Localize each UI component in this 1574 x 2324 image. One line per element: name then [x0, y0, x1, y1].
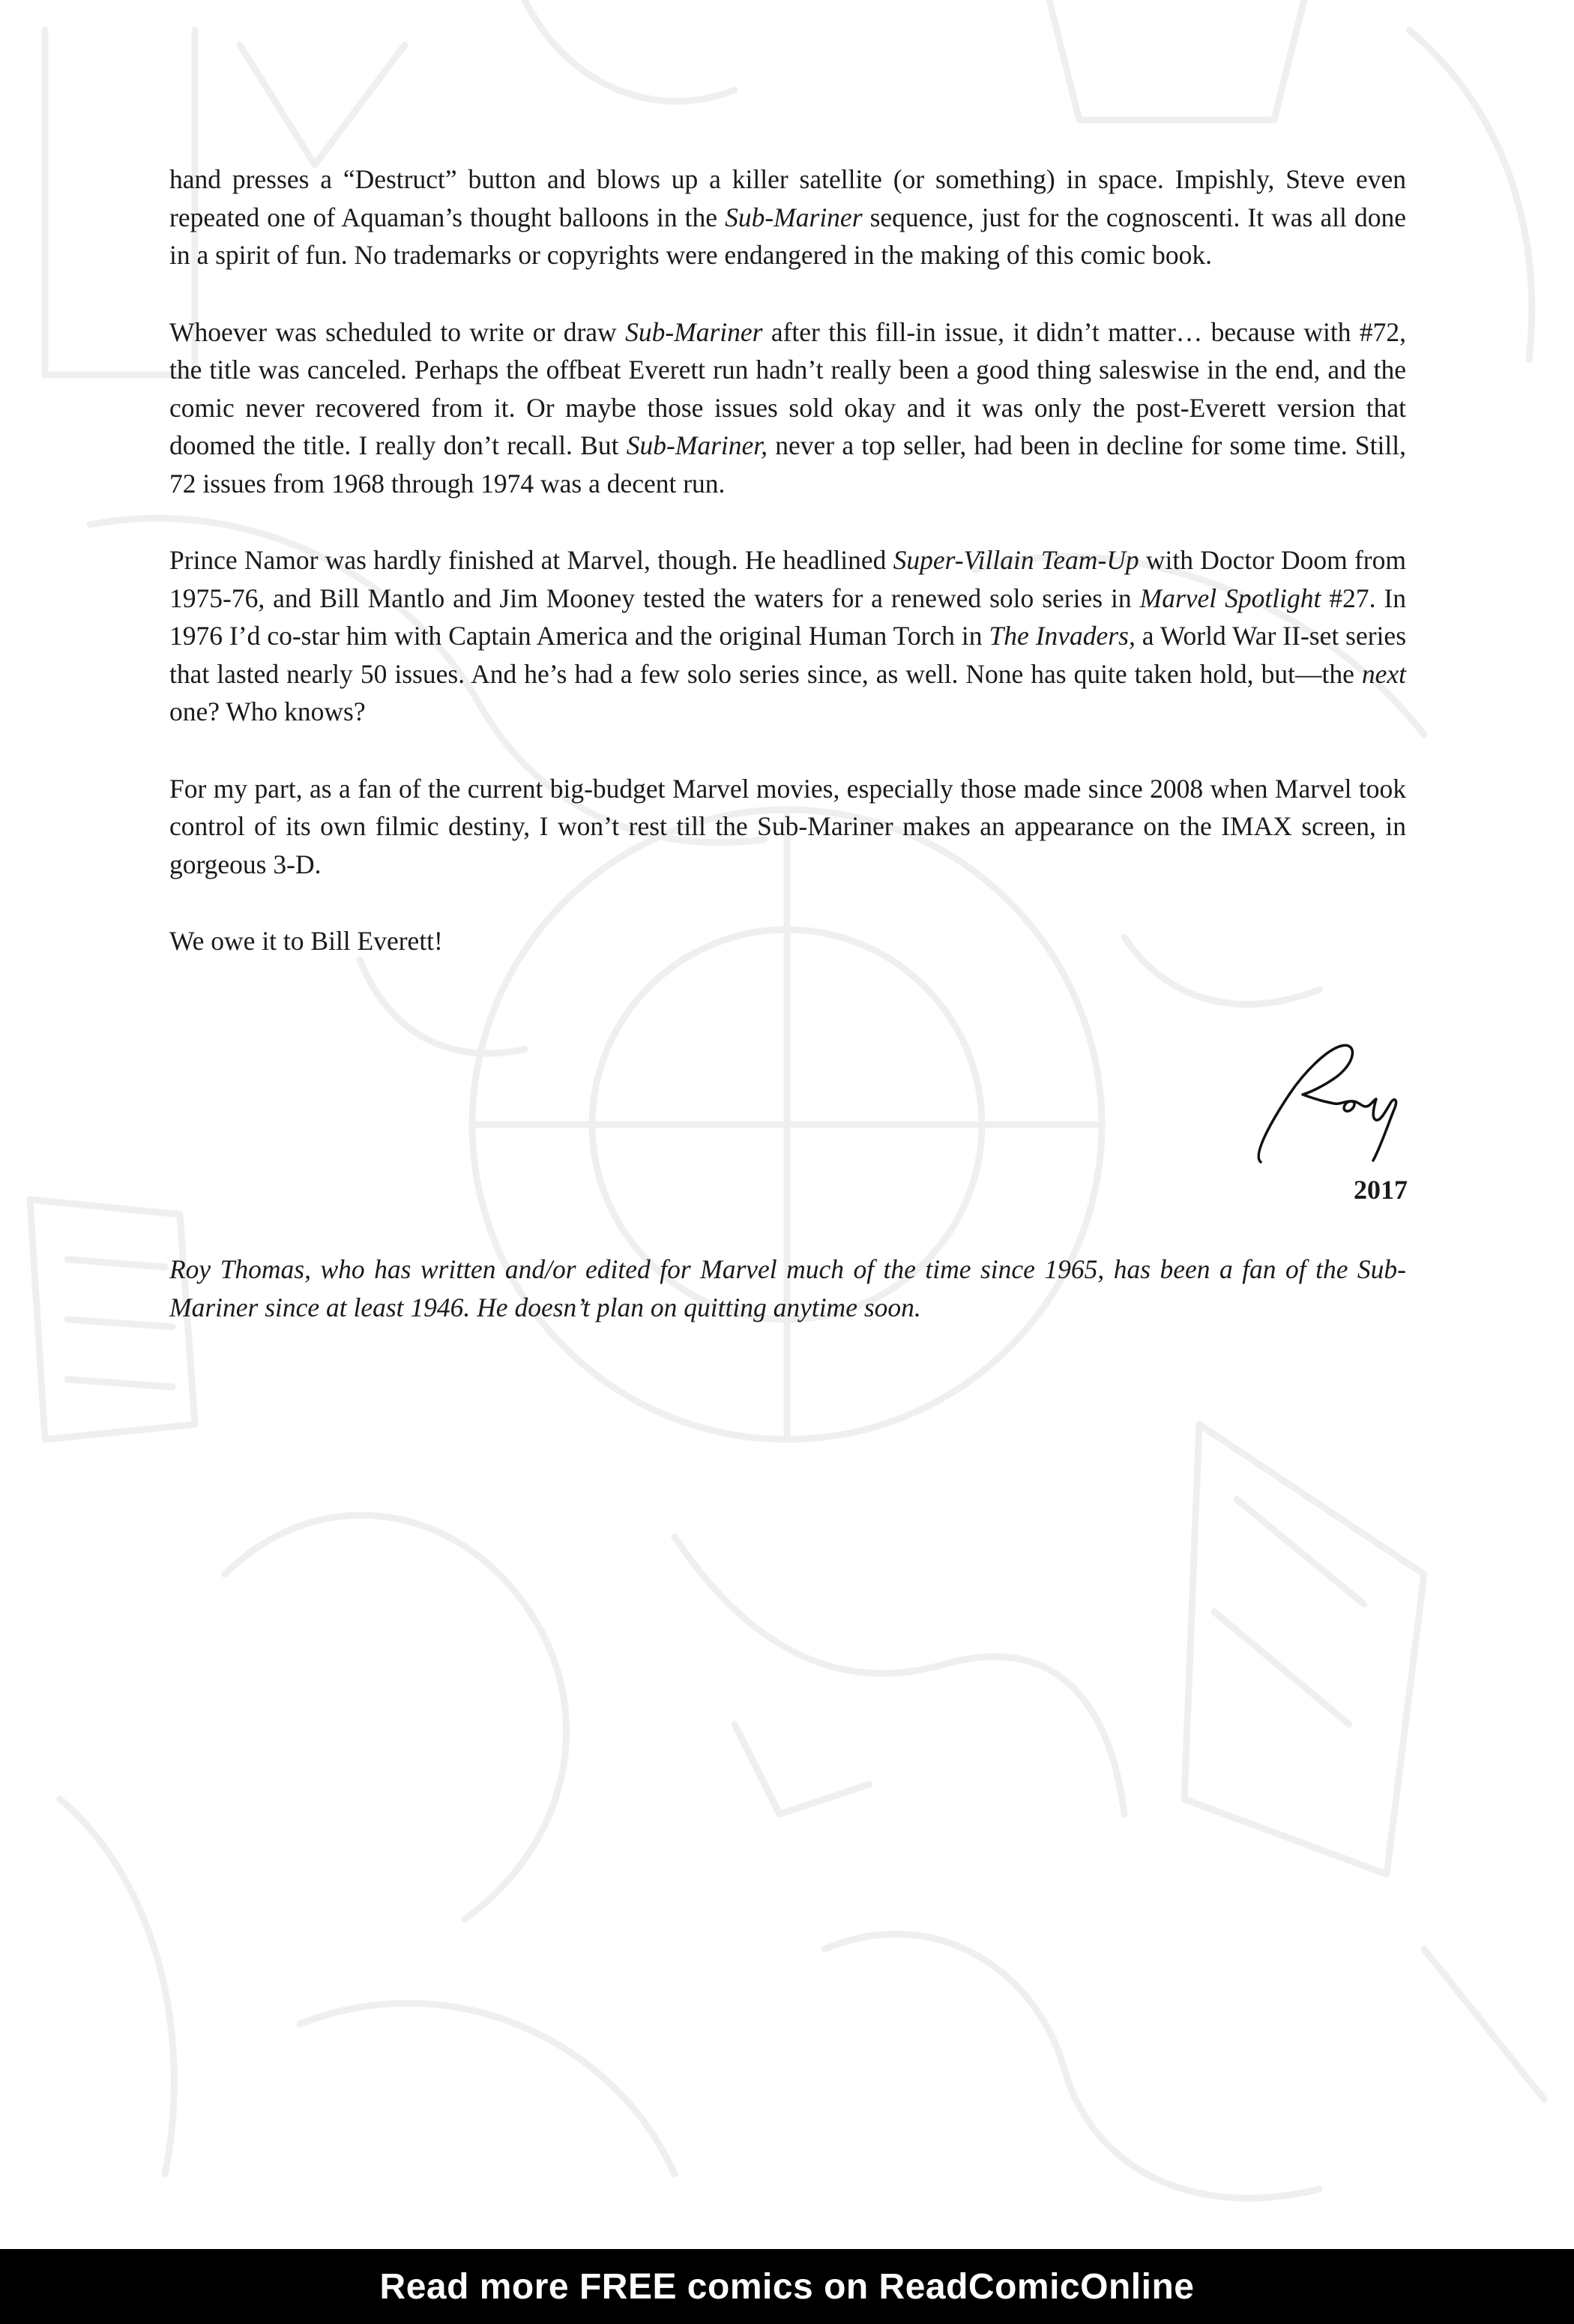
italic-title-run: Marvel Spotlight — [1139, 582, 1321, 613]
paragraph-3 — [169, 541, 1406, 731]
text-run: For my part, as a fan of the current big-budget Marvel movies, especially those made since 2008 when Marvel took control of its own filmic destiny, I won’t rest till the Sub-Mariner makes an appearance on the IMAX screen, in gorgeous 3-D. — [169, 773, 1406, 879]
text-run: Prince Namor was hardly finished at Marvel, though. He headlined — [169, 545, 893, 575]
text-run: never a top seller, had been in decline for some time. Still, 72 issues from 1968 through 1974 was a decent run. — [169, 430, 1406, 499]
italic-title-run: Super-Villain Team-Up — [893, 545, 1139, 575]
text-run: Whoever was scheduled to write or draw — [169, 316, 626, 347]
paragraph-4 — [169, 770, 1406, 884]
text-run: with Doctor Doom from 1975-76, and Bill Mantlo and Jim Mooney tested the waters for a renewed solo series in — [169, 545, 1406, 613]
article-body — [169, 160, 1406, 999]
text-run: sequence, just for the cognoscenti. It was all done in a spirit of fun. No trademarks or copyrights were endangered in the making of this comic book. — [169, 202, 1407, 270]
signature-block — [1244, 1027, 1417, 1207]
italic-title-run: The Invaders, — [989, 621, 1136, 651]
promo-banner[interactable] — [0, 2249, 1574, 2324]
text-run: after this fill-in issue, it didn’t matter… because with #72, the title was canceled. Perhaps the offbeat Everett run hadn’t really been a good thing saleswise in the end, and the comic never recovered from it. Or maybe those issues sold okay and it was only the post-Everett version that doomed the title. I really don’t recall. But — [169, 316, 1407, 460]
italic-title-run: Sub-Mariner — [625, 316, 763, 347]
text-run: hand presses a “Destruct” button and blows up a killer satellite (or something) in space. Impishly, Steve even repeated one of Aquaman’s thought balloons in the — [169, 164, 1406, 232]
italic-title-run: next — [1361, 658, 1406, 689]
text-run: a World War II-set series that lasted nearly 50 issues. And he’s had a few solo series since, as well. None has quite taken hold, but—the — [169, 621, 1407, 689]
text-run: We owe it to Bill Everett! — [169, 926, 443, 956]
paragraph-1 — [169, 160, 1406, 274]
paragraph-2 — [169, 313, 1406, 503]
author-bio: Roy Thomas, who has written and/or edited for Marvel much of the time since 1965, has been a fan of the Sub-Mariner since at least 1946. He doesn’t plan on quitting anytime soon. — [169, 1254, 1406, 1322]
text-run: one? Who knows? — [169, 696, 366, 726]
promo-banner-text[interactable]: Read more FREE comics on ReadComicOnline — [379, 2266, 1195, 2307]
italic-title-run: Sub-Mariner — [725, 202, 863, 232]
paragraph-5 — [169, 922, 1406, 960]
signature-year: 2017 — [1354, 1175, 1408, 1205]
text-run: #27. In 1976 I’d co-star him with Captain America and the original Human Torch in — [169, 582, 1406, 651]
italic-title-run: Sub-Mariner, — [626, 430, 768, 460]
handwritten-signature — [1244, 1027, 1417, 1177]
